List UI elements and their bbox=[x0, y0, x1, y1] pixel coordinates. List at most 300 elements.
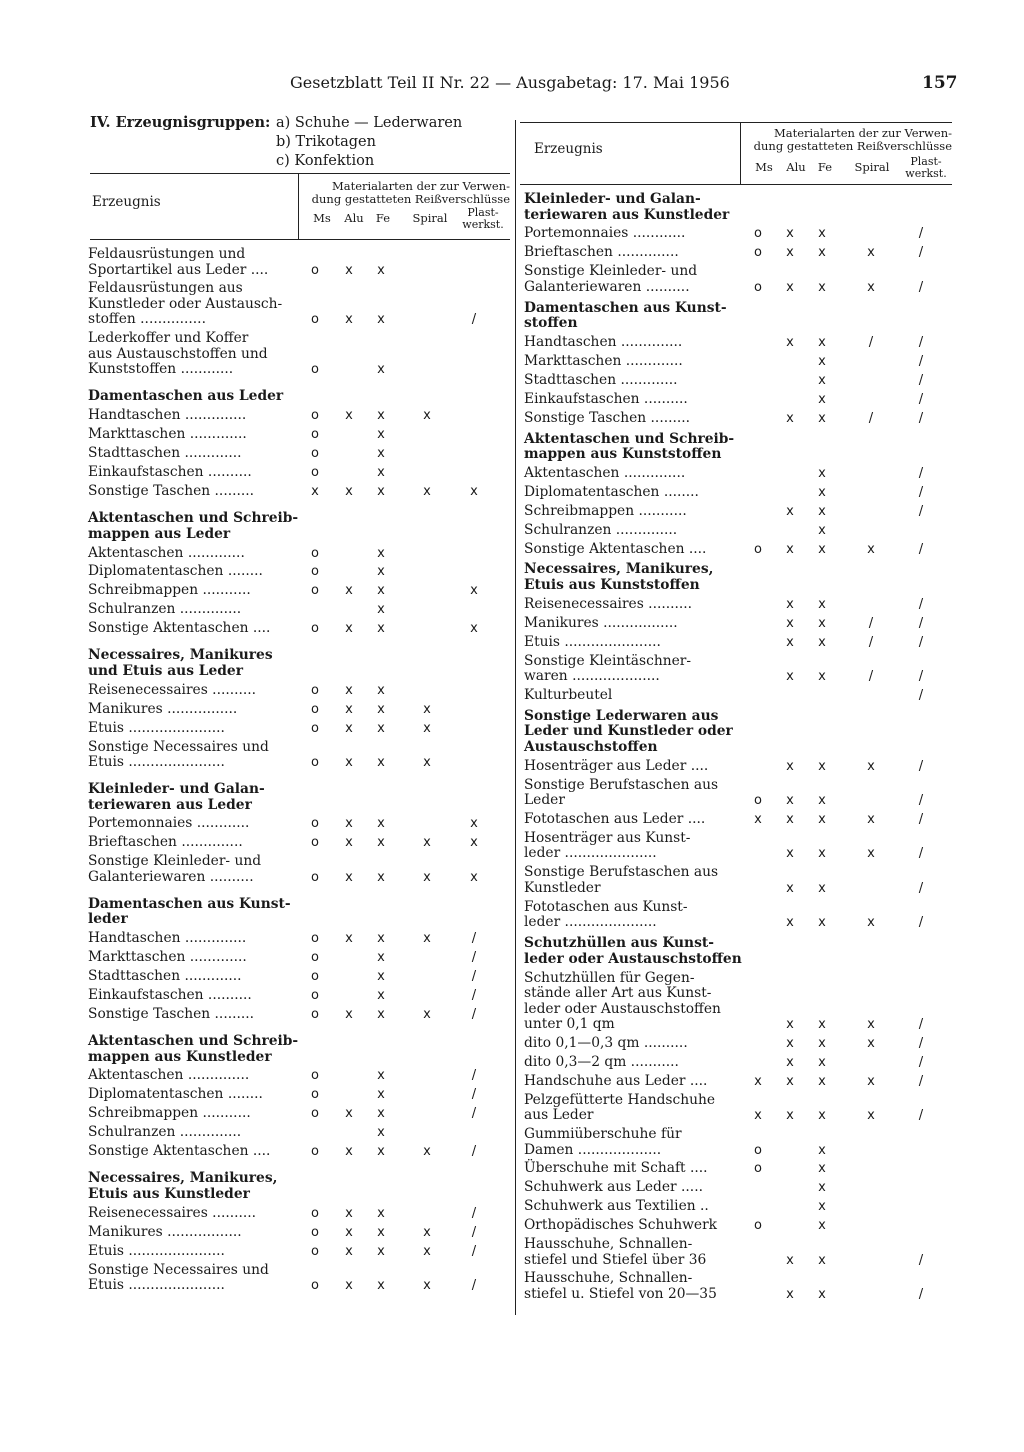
product-label: Sonstige Necessaires und Etuis ...................... bbox=[88, 1261, 269, 1293]
left-section-heading bbox=[88, 782, 513, 813]
mark-plast: / bbox=[918, 541, 924, 557]
product-label: Feldausrüstungen aus Kunstleder oder Austausch- stoffen ............... bbox=[88, 280, 283, 328]
mark-alu: x bbox=[786, 880, 794, 896]
product-label: Orthopädisches Schuhwerk bbox=[524, 1217, 718, 1234]
mark-fe: x bbox=[818, 758, 826, 774]
product-label: Diplomatentaschen ........ bbox=[524, 483, 699, 500]
product-label: Hausschuhe, Schnallen- stiefel und Stiefel über 36 bbox=[524, 1236, 707, 1268]
right-header-bottom-rule bbox=[520, 184, 952, 185]
left-table-row bbox=[88, 835, 513, 851]
right-table-row bbox=[524, 1271, 954, 1302]
mark-fe: x bbox=[377, 1125, 385, 1141]
mark-fe: x bbox=[818, 1218, 826, 1234]
mark-spiral: x bbox=[423, 408, 431, 424]
right-section-heading bbox=[524, 936, 954, 967]
mark-alu: x bbox=[345, 835, 353, 851]
mark-alu: x bbox=[345, 701, 353, 717]
right-table-row bbox=[524, 812, 954, 828]
mark-plast: / bbox=[918, 793, 924, 809]
mark-spiral: x bbox=[867, 541, 875, 557]
mark-spiral: x bbox=[423, 1224, 431, 1240]
right-table-row bbox=[524, 523, 954, 539]
left-section-heading bbox=[88, 511, 513, 542]
mark-plast: / bbox=[918, 687, 924, 703]
mark-spiral: x bbox=[867, 1073, 875, 1089]
right-table-row bbox=[524, 1074, 954, 1090]
product-label: Feldausrüstungen und Sportartikel aus Leder .... bbox=[88, 246, 269, 278]
mark-fe: x bbox=[818, 915, 826, 931]
mark-spiral: x bbox=[867, 846, 875, 862]
left-table-row bbox=[88, 1144, 513, 1160]
right-table-row bbox=[524, 335, 954, 351]
mark-alu: x bbox=[345, 1278, 353, 1293]
mark-spiral: / bbox=[868, 634, 874, 650]
mark-plast: / bbox=[471, 1007, 477, 1023]
section-heading-label: Necessaires, Manikures und Etuis aus Leder bbox=[88, 647, 273, 679]
mark-alu: x bbox=[345, 931, 353, 947]
mark-spiral: x bbox=[423, 931, 431, 947]
mark-fe: x bbox=[818, 1017, 826, 1032]
left-header-plast: Plast- werkst. bbox=[462, 206, 504, 231]
right-table-row bbox=[524, 1055, 954, 1071]
product-label: Portemonnaies ............ bbox=[88, 815, 250, 832]
right-header-fe: Fe bbox=[817, 160, 833, 174]
left-table-row bbox=[88, 621, 513, 637]
product-label: Stadttaschen ............. bbox=[524, 371, 678, 388]
section-heading-label: Necessaires, Manikures, Etuis aus Kunstleder bbox=[88, 1170, 278, 1202]
product-label: Sonstige Aktentaschen .... bbox=[88, 620, 271, 637]
mark-fe: x bbox=[818, 522, 826, 538]
right-table-row bbox=[524, 1127, 954, 1158]
left-table-row bbox=[88, 969, 513, 985]
mark-alu: x bbox=[786, 1108, 794, 1124]
mark-plast: / bbox=[918, 1108, 924, 1124]
right-section-heading bbox=[524, 301, 954, 332]
left-table-row bbox=[88, 602, 513, 618]
product-label: Aktentaschen .............. bbox=[524, 464, 686, 481]
mark-fe: x bbox=[818, 226, 826, 242]
product-label: Brieftaschen .............. bbox=[88, 834, 243, 851]
mark-plast: / bbox=[471, 312, 477, 328]
group-item-b: b) Trikotagen bbox=[276, 134, 376, 150]
mark-alu: x bbox=[345, 682, 353, 698]
left-table-row bbox=[88, 854, 513, 885]
right-table-row bbox=[524, 971, 954, 1033]
left-table-row bbox=[88, 427, 513, 443]
mark-ms: o bbox=[311, 988, 319, 1004]
mark-plast: / bbox=[918, 245, 924, 261]
right-table-row bbox=[524, 1199, 954, 1215]
mark-ms: o bbox=[311, 1144, 319, 1160]
mark-fe: x bbox=[818, 335, 826, 350]
mark-ms: o bbox=[311, 427, 319, 443]
mark-plast: / bbox=[918, 615, 924, 631]
product-label: Stadttaschen ............. bbox=[88, 968, 242, 985]
mark-plast: / bbox=[918, 634, 924, 650]
mark-spiral: x bbox=[423, 869, 431, 885]
mark-fe: x bbox=[818, 1073, 826, 1089]
right-table-row bbox=[524, 688, 954, 704]
product-label: Sonstige Berufstaschen aus Leder bbox=[524, 776, 719, 809]
left-table-row bbox=[88, 465, 513, 481]
mark-alu: x bbox=[786, 279, 794, 295]
mark-alu: x bbox=[786, 615, 794, 631]
right-section-heading bbox=[524, 709, 954, 756]
product-label: Sonstige Necessaires und Etuis ...................... bbox=[88, 738, 269, 771]
left-table-row bbox=[88, 1087, 513, 1103]
mark-plast: / bbox=[918, 915, 924, 931]
left-header-ms: Ms bbox=[313, 211, 331, 225]
left-table-row bbox=[88, 281, 513, 328]
mark-fe: x bbox=[377, 465, 385, 481]
mark-fe: x bbox=[377, 583, 385, 599]
right-header-top-rule bbox=[520, 122, 952, 123]
mark-fe: x bbox=[818, 410, 826, 426]
mark-fe: x bbox=[818, 634, 826, 650]
left-section-heading bbox=[88, 1034, 513, 1065]
right-table-row bbox=[524, 1036, 954, 1052]
mark-ms: o bbox=[311, 621, 319, 637]
mark-plast: / bbox=[918, 465, 924, 481]
mark-plast: / bbox=[918, 372, 924, 388]
mark-alu: x bbox=[786, 915, 794, 931]
product-label: Pelzgefütterte Handschuhe aus Leder bbox=[524, 1091, 716, 1124]
mark-fe: x bbox=[377, 1007, 385, 1023]
mark-fe: x bbox=[818, 279, 826, 295]
mark-plast: / bbox=[918, 410, 924, 426]
mark-fe: x bbox=[377, 931, 385, 947]
mark-fe: x bbox=[377, 835, 385, 851]
mark-alu: x bbox=[345, 755, 353, 771]
mark-spiral: x bbox=[867, 1035, 875, 1051]
left-table-row bbox=[88, 931, 513, 947]
mark-alu: x bbox=[786, 812, 794, 827]
mark-ms: o bbox=[311, 545, 319, 561]
product-label: Sonstige Kleintäschner- waren .................... bbox=[524, 652, 692, 684]
section-heading-label: Kleinleder- und Galan- teriewaren aus Leder bbox=[88, 781, 265, 813]
mark-fe: x bbox=[377, 312, 385, 328]
mark-ms: o bbox=[754, 1218, 762, 1234]
mark-alu: x bbox=[345, 1144, 353, 1160]
mark-spiral: x bbox=[423, 1007, 431, 1023]
product-label: Schreibmappen ........... bbox=[524, 502, 687, 519]
right-table-row bbox=[524, 759, 954, 775]
mark-fe: x bbox=[818, 1142, 826, 1158]
mark-fe: x bbox=[377, 755, 385, 771]
product-label: Handtaschen .............. bbox=[88, 407, 247, 424]
mark-alu: x bbox=[786, 226, 794, 242]
product-label: dito 0,3—2 qm ........... bbox=[524, 1053, 679, 1070]
mark-alu: x bbox=[786, 245, 794, 261]
right-header-spiral: Spiral bbox=[854, 160, 890, 174]
mark-spiral: / bbox=[868, 615, 874, 631]
left-table-row bbox=[88, 740, 513, 771]
mark-spiral: x bbox=[423, 1278, 431, 1293]
mark-plast: x bbox=[470, 816, 478, 832]
mark-alu: x bbox=[345, 1224, 353, 1240]
mark-alu: x bbox=[786, 1252, 794, 1268]
mark-ms: o bbox=[311, 950, 319, 966]
mark-alu: x bbox=[786, 503, 794, 519]
right-table-row bbox=[524, 865, 954, 896]
mark-plast: / bbox=[918, 1035, 924, 1051]
product-label: Kulturbeutel bbox=[524, 686, 613, 703]
mark-ms: o bbox=[754, 279, 762, 295]
section-heading-label: Aktentaschen und Schreib- mappen aus Kunstleder bbox=[88, 1033, 299, 1065]
left-table-row bbox=[88, 546, 513, 562]
mark-ms: o bbox=[311, 1068, 319, 1084]
left-table-row bbox=[88, 484, 513, 500]
mark-fe: x bbox=[818, 245, 826, 261]
mark-fe: x bbox=[377, 1224, 385, 1240]
product-label: Reisenecessaires .......... bbox=[88, 1204, 257, 1221]
mark-ms: o bbox=[311, 969, 319, 985]
product-label: Etuis ...................... bbox=[88, 719, 225, 736]
mark-fe: x bbox=[377, 720, 385, 736]
product-label: Gummiüberschuhe für Damen ................... bbox=[524, 1126, 682, 1158]
mark-ms: o bbox=[311, 564, 319, 580]
mark-ms: o bbox=[311, 446, 319, 462]
mark-spiral: x bbox=[867, 915, 875, 931]
mark-fe: x bbox=[377, 1278, 385, 1293]
mark-spiral: x bbox=[867, 812, 875, 827]
left-header-product: Erzeugnis bbox=[92, 194, 161, 210]
right-table-row bbox=[524, 264, 954, 295]
mark-plast: / bbox=[471, 1068, 477, 1084]
product-label: Diplomatentaschen ........ bbox=[88, 1086, 263, 1103]
mark-spiral: x bbox=[423, 720, 431, 736]
mark-ms: o bbox=[311, 408, 319, 424]
right-table-row bbox=[524, 635, 954, 651]
right-table-row bbox=[524, 542, 954, 558]
mark-alu: x bbox=[786, 793, 794, 809]
mark-alu: x bbox=[345, 408, 353, 424]
mark-ms: o bbox=[754, 541, 762, 557]
left-table-row bbox=[88, 1225, 513, 1241]
product-label: Einkaufstaschen .......... bbox=[524, 390, 688, 407]
mark-fe: x bbox=[818, 372, 826, 388]
product-label: Lederkoffer und Koffer aus Austauschstoffen und Kunststoffen ............ bbox=[88, 330, 268, 378]
mark-ms: o bbox=[311, 931, 319, 947]
product-label: Einkaufstaschen .......... bbox=[88, 464, 252, 481]
mark-ms: o bbox=[754, 245, 762, 261]
left-table-row bbox=[88, 331, 513, 378]
mark-ms: o bbox=[311, 1007, 319, 1023]
mark-ms: o bbox=[311, 1087, 319, 1103]
mark-plast: / bbox=[471, 988, 477, 1004]
mark-fe: x bbox=[818, 846, 826, 862]
mark-ms: o bbox=[311, 312, 319, 328]
mark-alu: x bbox=[786, 1054, 794, 1070]
mark-plast: / bbox=[918, 503, 924, 519]
product-label: Schreibmappen ........... bbox=[88, 582, 251, 599]
product-label: Hausschuhe, Schnallen- stiefel u. Stiefel von 20—35 bbox=[524, 1270, 717, 1302]
page-header-title: Gesetzblatt Teil II Nr. 22 — Ausgabetag: 17. Mai 1956 bbox=[290, 73, 730, 92]
right-header-product: Erzeugnis bbox=[534, 141, 603, 157]
page-number: 157 bbox=[922, 73, 958, 93]
mark-fe: x bbox=[377, 869, 385, 885]
mark-fe: x bbox=[377, 1087, 385, 1103]
mark-fe: x bbox=[818, 1035, 826, 1051]
mark-plast: / bbox=[918, 279, 924, 295]
product-label: Etuis ...................... bbox=[524, 633, 661, 650]
mark-spiral: x bbox=[867, 279, 875, 295]
right-table-row bbox=[524, 485, 954, 501]
mark-alu: x bbox=[345, 484, 353, 500]
right-table-row bbox=[524, 466, 954, 482]
product-label: Schutzhüllen für Gegen- stände aller Art aus Kunst- leder oder Austauschstoffen unter 0,1 qm bbox=[524, 969, 721, 1032]
mark-plast: / bbox=[918, 1073, 924, 1089]
right-table-row bbox=[524, 616, 954, 632]
product-label: Brieftaschen .............. bbox=[524, 244, 679, 261]
mark-plast: / bbox=[918, 758, 924, 774]
mark-fe: x bbox=[818, 596, 826, 612]
section-heading-label: Sonstige Lederwaren aus Leder und Kunstleder oder Austauschstoffen bbox=[524, 707, 733, 755]
mark-ms: x bbox=[754, 1108, 762, 1124]
mark-fe: x bbox=[818, 503, 826, 519]
mark-fe: x bbox=[377, 362, 385, 378]
mark-fe: x bbox=[377, 1068, 385, 1084]
mark-plast: / bbox=[471, 969, 477, 985]
mark-ms: o bbox=[311, 816, 319, 832]
mark-plast: / bbox=[918, 1286, 924, 1302]
mark-fe: x bbox=[377, 564, 385, 580]
mark-plast: / bbox=[918, 596, 924, 612]
mark-plast: / bbox=[918, 391, 924, 407]
product-groups bbox=[90, 113, 462, 171]
mark-spiral: x bbox=[423, 484, 431, 500]
right-table-row bbox=[524, 831, 954, 862]
mark-plast: / bbox=[918, 669, 924, 684]
mark-alu: x bbox=[786, 1286, 794, 1302]
mark-fe: x bbox=[818, 1252, 826, 1268]
mark-alu: x bbox=[786, 541, 794, 557]
mark-plast: x bbox=[470, 835, 478, 851]
mark-alu: x bbox=[345, 1205, 353, 1221]
mark-plast: x bbox=[470, 583, 478, 599]
mark-fe: x bbox=[377, 1243, 385, 1259]
mark-ms: o bbox=[311, 1243, 319, 1259]
section-heading-label: Aktentaschen und Schreib- mappen aus Kunststoffen bbox=[524, 430, 735, 462]
product-label: Markttaschen ............. bbox=[524, 352, 683, 369]
product-label: Schuhwerk aus Leder ..... bbox=[524, 1179, 703, 1196]
mark-fe: x bbox=[377, 701, 385, 717]
left-table-row bbox=[88, 816, 513, 832]
mark-plast: / bbox=[918, 812, 924, 827]
mark-ms: o bbox=[311, 1205, 319, 1221]
mark-ms: o bbox=[311, 262, 319, 278]
right-header-alu: Alu bbox=[786, 160, 806, 174]
mark-ms: o bbox=[311, 362, 319, 378]
product-label: Schreibmappen ........... bbox=[88, 1105, 251, 1122]
mark-spiral: x bbox=[423, 835, 431, 851]
mark-spiral: x bbox=[867, 1108, 875, 1124]
mark-alu: x bbox=[345, 720, 353, 736]
product-label: Einkaufstaschen .......... bbox=[88, 987, 252, 1004]
left-section-heading bbox=[88, 897, 513, 928]
mark-spiral: / bbox=[868, 335, 874, 350]
mark-plast: / bbox=[918, 353, 924, 369]
mark-fe: x bbox=[818, 1054, 826, 1070]
mark-plast: / bbox=[471, 1224, 477, 1240]
right-table-row bbox=[524, 654, 954, 685]
mark-alu: x bbox=[786, 1035, 794, 1051]
product-label: Schuhwerk aus Textilien .. bbox=[524, 1198, 709, 1215]
left-table-row bbox=[88, 446, 513, 462]
mark-alu: x bbox=[786, 596, 794, 612]
mark-fe: x bbox=[377, 682, 385, 698]
product-label: Sonstige Berufstaschen aus Kunstleder bbox=[524, 864, 719, 896]
mark-fe: x bbox=[818, 1199, 826, 1215]
mark-alu: x bbox=[786, 1017, 794, 1032]
mark-alu: x bbox=[786, 1073, 794, 1089]
mark-plast: x bbox=[470, 869, 478, 885]
section-heading-label: Aktentaschen und Schreib- mappen aus Leder bbox=[88, 510, 299, 542]
mark-alu: x bbox=[345, 583, 353, 599]
mark-spiral: x bbox=[423, 701, 431, 717]
product-label: Sonstige Kleinleder- und Galanteriewaren .......... bbox=[88, 853, 262, 885]
right-table-row bbox=[524, 900, 954, 931]
product-label: Manikures ................. bbox=[524, 614, 678, 631]
mark-ms: x bbox=[754, 1073, 762, 1089]
right-table-row bbox=[524, 1093, 954, 1124]
product-label: Markttaschen ............. bbox=[88, 949, 247, 966]
mark-fe: x bbox=[377, 602, 385, 618]
right-table-row bbox=[524, 597, 954, 613]
left-table-row bbox=[88, 583, 513, 599]
mark-ms: o bbox=[311, 1224, 319, 1240]
product-label: Sonstige Taschen ......... bbox=[88, 483, 255, 500]
mark-spiral: x bbox=[423, 755, 431, 771]
mark-fe: x bbox=[377, 950, 385, 966]
left-table-row bbox=[88, 1206, 513, 1222]
left-table-row bbox=[88, 1007, 513, 1023]
left-table-row bbox=[88, 408, 513, 424]
mark-alu: x bbox=[345, 869, 353, 885]
mark-alu: x bbox=[345, 1243, 353, 1259]
left-table-row bbox=[88, 721, 513, 737]
mark-alu: x bbox=[345, 816, 353, 832]
right-table-row bbox=[524, 226, 954, 242]
product-label: Sonstige Taschen ......... bbox=[88, 1006, 255, 1023]
mark-plast: / bbox=[918, 1054, 924, 1070]
mark-plast: / bbox=[918, 1017, 924, 1032]
mark-fe: x bbox=[377, 484, 385, 500]
right-table-row bbox=[524, 1218, 954, 1234]
mark-ms: o bbox=[311, 1106, 319, 1122]
mark-fe: x bbox=[818, 465, 826, 481]
mark-plast: / bbox=[918, 335, 924, 350]
mark-fe: x bbox=[377, 427, 385, 443]
mark-alu: x bbox=[345, 1106, 353, 1122]
mark-ms: o bbox=[311, 465, 319, 481]
product-label: dito 0,1—0,3 qm .......... bbox=[524, 1034, 688, 1051]
product-label: Hosenträger aus Leder .... bbox=[524, 757, 709, 774]
section-heading-label: Schutzhüllen aus Kunst- leder oder Austauschstoffen bbox=[524, 935, 742, 967]
left-table-row bbox=[88, 1263, 513, 1294]
group-item-a: a) Schuhe — Lederwaren bbox=[276, 115, 463, 131]
left-table-row bbox=[88, 247, 513, 278]
left-header-separator bbox=[298, 173, 299, 239]
mark-plast: / bbox=[471, 1243, 477, 1259]
mark-alu: x bbox=[345, 312, 353, 328]
product-label: Schulranzen .............. bbox=[88, 1124, 242, 1141]
mark-plast: / bbox=[471, 1106, 477, 1122]
right-table-row bbox=[524, 504, 954, 520]
mark-fe: x bbox=[818, 1286, 826, 1302]
right-table-row bbox=[524, 778, 954, 809]
mark-ms: x bbox=[311, 484, 319, 500]
